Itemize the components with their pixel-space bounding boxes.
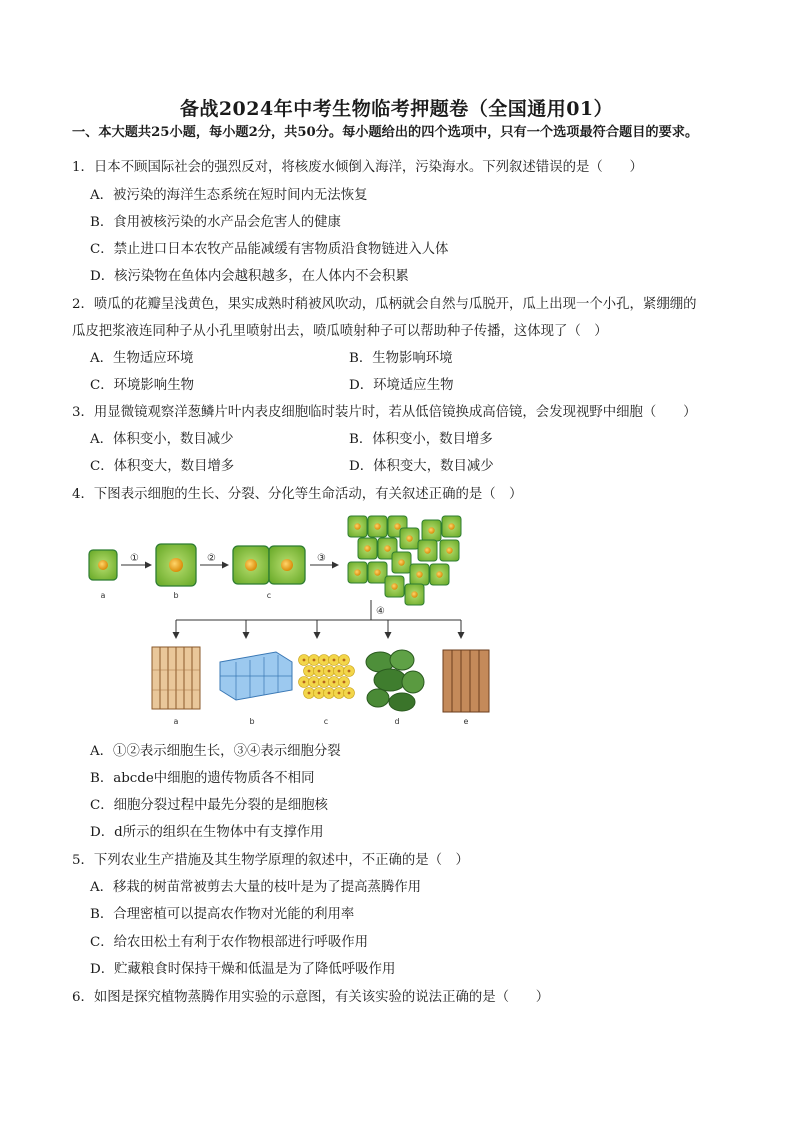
- label-c-tissue: c: [323, 717, 329, 726]
- cluster-cell: [430, 564, 449, 585]
- parenchyma-cell: [344, 688, 355, 699]
- cluster-cell: [405, 584, 424, 605]
- tissue-d: [366, 650, 424, 711]
- label-a-tissue: a: [173, 717, 179, 726]
- parenchyma-cell: [314, 688, 325, 699]
- q3-stem: 3．用显微镜观察洋葱鳞片叶内表皮细胞临时装片时，若从低倍镜换成高倍镜，会发现视野中细胞（ ）: [72, 405, 697, 420]
- q3-option-d[interactable]: D．体积变大，数目减少: [349, 459, 494, 474]
- cluster-cell: [422, 520, 441, 541]
- q2-stem-line1: 2．喷瓜的花瓣呈浅黄色，果实成熟时稍被风吹动，瓜柄就会自然与瓜脱开，瓜上出现一个小孔，紧绷绷的: [72, 297, 697, 312]
- q1-option-b[interactable]: B．食用被核污染的水产品会危害人的健康: [90, 215, 341, 230]
- q4-stem: 4．下图表示细胞的生长、分裂、分化等生命活动，有关叙述正确的是（ ）: [72, 487, 523, 502]
- parenchyma-cell: [314, 666, 325, 677]
- step-3-label: ③: [317, 553, 326, 564]
- parenchyma-cell: [299, 655, 310, 666]
- parenchyma-cell: [324, 666, 335, 677]
- parenchyma-cell: [334, 666, 345, 677]
- q5-stem: 5．下列农业生产措施及其生物学原理的叙述中，不正确的是（ ）: [72, 853, 469, 868]
- cell-cluster: [348, 516, 461, 605]
- q1-option-d[interactable]: D．核污染物在鱼体内会越积越多，在人体内不会积累: [90, 269, 409, 284]
- tissue-c: [299, 655, 355, 699]
- cluster-cell: [358, 538, 377, 559]
- cluster-cell: [392, 552, 411, 573]
- parenchyma-cell: [339, 677, 350, 688]
- q2-stem-line2: 瓜皮把浆液连同种子从小孔里喷射出去，喷瓜喷射种子可以帮助种子传播，这体现了（ ）: [72, 324, 608, 339]
- cell-activity-figure: [80, 512, 500, 730]
- parenchyma-cell: [319, 655, 330, 666]
- q5-option-d[interactable]: D．贮藏粮食时保持干燥和低温是为了降低呼吸作用: [90, 962, 396, 977]
- parenchyma-cell: [319, 677, 330, 688]
- cluster-cell: [348, 562, 367, 583]
- q2-option-a[interactable]: A．生物适应环境: [90, 351, 194, 366]
- q3-option-c[interactable]: C．体积变大，数目增多: [90, 459, 235, 474]
- parenchyma-cell: [309, 677, 320, 688]
- q4-option-a[interactable]: A．①②表示细胞生长，③④表示细胞分裂: [90, 744, 341, 759]
- q1-option-c[interactable]: C．禁止进口日本农牧产品能减缓有害物质沿食物链进入人体: [90, 242, 449, 257]
- q2-option-d[interactable]: D．环境适应生物: [349, 378, 454, 393]
- cluster-cell: [368, 516, 387, 537]
- label-e-tissue: e: [463, 717, 469, 726]
- q5-option-b[interactable]: B．合理密植可以提高农作物对光能的利用率: [90, 907, 355, 922]
- q3-option-a[interactable]: A．体积变小，数目减少: [90, 432, 234, 447]
- cluster-cell: [442, 516, 461, 537]
- parenchyma-cell: [309, 655, 320, 666]
- q5-option-c[interactable]: C．给农田松土有利于农作物根部进行呼吸作用: [90, 935, 369, 950]
- label-b-top: b: [173, 591, 179, 600]
- tissue-e: [443, 650, 489, 712]
- q4-option-b[interactable]: B．abcde中细胞的遗传物质各不相同: [90, 771, 315, 786]
- cluster-cell: [385, 576, 404, 597]
- step-2-label: ②: [207, 553, 216, 564]
- q2-option-b[interactable]: B．生物影响环境: [349, 351, 453, 366]
- q4-option-c[interactable]: C．细胞分裂过程中最先分裂的是细胞核: [90, 798, 328, 813]
- q2-option-c[interactable]: C．环境影响生物: [90, 378, 194, 393]
- step-4-label: ④: [376, 606, 385, 617]
- cell-c: [233, 546, 305, 584]
- step-1-label: ①: [130, 553, 139, 564]
- cluster-cell: [440, 540, 459, 561]
- label-a-top: a: [100, 591, 106, 600]
- parenchyma-cell: [304, 666, 315, 677]
- q1-stem: 1．日本不顾国际社会的强烈反对，将核废水倾倒入海洋，污染海水。下列叙述错误的是（ ）: [72, 160, 643, 175]
- tissue-b: [220, 652, 292, 700]
- parenchyma-cell: [329, 655, 340, 666]
- cell-b: [156, 544, 196, 586]
- cluster-cell: [368, 562, 387, 583]
- cluster-cell: [418, 540, 437, 561]
- cluster-cell: [348, 516, 367, 537]
- tissue-a: [152, 647, 200, 709]
- q3-option-b[interactable]: B．体积变小，数目增多: [349, 432, 493, 447]
- cluster-cell: [400, 528, 419, 549]
- page-title: 备战2024年中考生物临考押题卷（全国通用01）: [179, 98, 614, 120]
- parenchyma-cell: [339, 655, 350, 666]
- cell-a: [89, 550, 117, 580]
- label-b-tissue: b: [249, 717, 255, 726]
- parenchyma-cell: [329, 677, 340, 688]
- cluster-cell: [410, 564, 429, 585]
- parenchyma-cell: [324, 688, 335, 699]
- parenchyma-cell: [334, 688, 345, 699]
- parenchyma-cell: [304, 688, 315, 699]
- label-d-tissue: d: [394, 717, 400, 726]
- q5-option-a[interactable]: A．移栽的树苗常被剪去大量的枝叶是为了提高蒸腾作用: [90, 880, 422, 895]
- q4-option-d[interactable]: D．d所示的组织在生物体中有支撑作用: [90, 825, 324, 840]
- label-c-top: c: [266, 591, 272, 600]
- q6-stem: 6．如图是探究植物蒸腾作用实验的示意图，有关该实验的说法正确的是（ ）: [72, 990, 550, 1005]
- parenchyma-cell: [344, 666, 355, 677]
- q1-option-a[interactable]: A．被污染的海洋生态系统在短时间内无法恢复: [90, 188, 368, 203]
- section-header: 一、本大题共25小题，每小题2分，共50分。每小题给出的四个选项中，只有一个选项最符合题目的要求。: [72, 125, 699, 140]
- parenchyma-cell: [299, 677, 310, 688]
